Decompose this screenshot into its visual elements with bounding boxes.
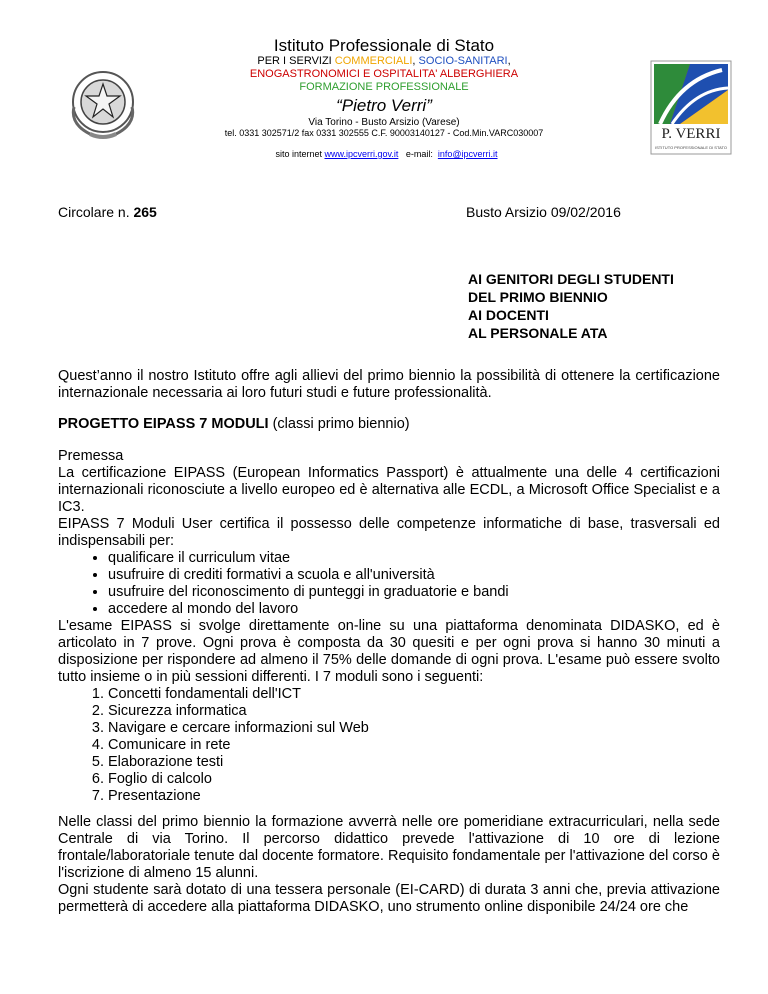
republic-emblem-icon (62, 62, 144, 144)
list-item: • usufruire di crediti formativi a scuola e all'università (108, 567, 720, 584)
list-item: 6. Foglio di calcolo (108, 771, 720, 788)
list-item: 7. Presentazione (108, 788, 720, 805)
institute-services: PER I SERVIZI COMMERCIALI, SOCIO-SANITARI, ENOGASTRONOMICI E OSPITALITA' ALBERGHIERA FORMAZIONE PROFESSIONALE (249, 55, 519, 93)
logo-subtext: ISTITUTO PROFESSIONALE DI STATO (655, 145, 727, 150)
recipient: AI DOCENTI (468, 307, 549, 323)
closing-section (58, 814, 720, 916)
benefits-list (58, 550, 720, 618)
circolare-number: Circolare n. 265 (58, 204, 157, 220)
institute-contacts: tel. 0331 302571/2 fax 0331 302555 C.F. 90003140127 - Cod.Min.VARC030007 (224, 128, 544, 138)
recipient: AL PERSONALE ATA (468, 325, 608, 341)
recipient: DEL PRIMO BIENNIO (468, 289, 608, 305)
closing-paragraph-1: Nelle classi del primo biennio la formazione avverrà nelle ore pomeridiane extracurriculari, nella sede Centrale di via Torino. Il percorso didattico prevede l'attivazione di 10 ore di lezione frontale/laboratoriale tenute dal docente formatore. Requisito fondamentale per l'attivazione del corso è l'iscrizione di almeno 15 alunni. (58, 814, 720, 881)
institute-title: Istituto Professionale di Stato (273, 36, 495, 55)
premessa-paragraph-2: EIPASS 7 Moduli User certifica il possesso delle competenze informatiche di base, trasversali ed indispensabili per: (58, 516, 720, 549)
list-item: 3. Navigare e cercare informazioni sul Web (108, 720, 720, 737)
list-item: • usufruire del riconoscimento di punteggi in graduatorie e bandi (108, 584, 720, 601)
institute-web: sito internet www.ipcverri.gov.it e-mail: info@ipcverri.it (275, 149, 498, 159)
premessa-heading: Premessa (58, 448, 124, 464)
premessa-paragraph-1: La certificazione EIPASS (European Informatics Passport) è attualmente una delle 4 certificazioni internazionali riconosciute a livello europeo ed è alternativa alle ECDL, a Microsoft Office Specialist e a IC3. (58, 465, 720, 515)
list-item: 1. Concetti fondamentali dell'ICT (108, 686, 720, 703)
document-date: Busto Arsizio 09/02/2016 (466, 204, 621, 220)
list-item: 2. Sicurezza informatica (108, 703, 720, 720)
website-link[interactable]: www.ipcverri.gov.it (324, 149, 399, 159)
pverri-logo (650, 60, 732, 155)
closing-paragraph-2: Ogni studente sarà dotato di una tessera personale (EI-CARD) di durata 3 anni che, previa attivazione permetterà di accedere alla piattaforma DIDASKO, uno strumento online disponibile 24/24 ore che (58, 882, 720, 915)
recipient: AI GENITORI DEGLI STUDENTI (468, 271, 674, 287)
email-link[interactable]: info@ipcverri.it (437, 149, 498, 159)
premessa-section (58, 448, 720, 805)
institute-name: “Pietro Verri” (336, 96, 432, 115)
logo-text: P. VERRI (661, 126, 721, 142)
recipients (468, 270, 674, 342)
intro-paragraph: Quest’anno il nostro Istituto offre agli allievi del primo biennio la possibilità di ottenere la certificazione internazionale necessaria ai loro futuri studi e future professionalità. (58, 368, 720, 401)
list-item: • qualificare il curriculum vitae (108, 550, 720, 567)
list-item: • accedere al mondo del lavoro (108, 601, 720, 618)
modules-list (58, 686, 720, 805)
list-item: 5. Elaborazione testi (108, 754, 720, 771)
premessa-paragraph-3: L'esame EIPASS si svolge direttamente on-line su una piattaforma denominata DIDASKO, ed è articolato in 7 prove. Ogni prova è composta da 30 quesiti e per ogni prova si hanno 30 minuti a disposizione per rispondere ad almeno il 75% delle domande di ogni prova. L'esame può essere svolto tutto insieme o in più sessioni differenti. I 7 moduli sono i seguenti: (58, 618, 720, 685)
institute-address: Via Torino - Busto Arsizio (Varese) (308, 117, 460, 128)
project-title: PROGETTO EIPASS 7 MODULI (classi primo biennio) (58, 416, 410, 432)
list-item: 4. Comunicare in rete (108, 737, 720, 754)
